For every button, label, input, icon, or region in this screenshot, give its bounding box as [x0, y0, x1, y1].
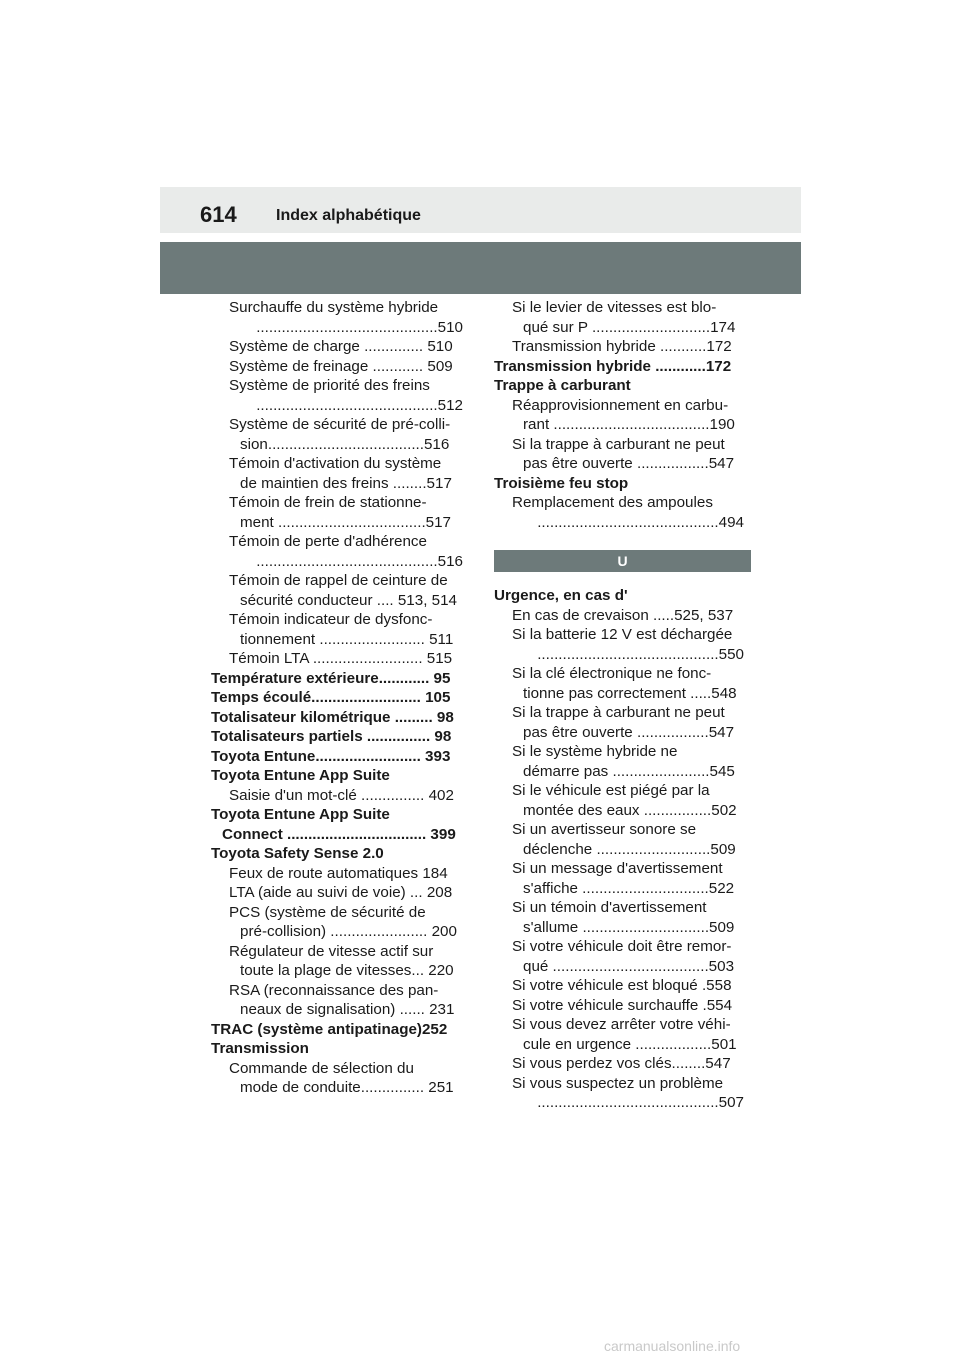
index-entry: pas être ouverte .................547	[523, 723, 735, 741]
index-entry: Témoin de rappel de ceinture de	[229, 572, 448, 589]
index-entry: Si le levier de vitesses est blo-	[512, 299, 717, 316]
index-entry: ...........................................507	[537, 1094, 744, 1111]
index-entry: toute la plage de vitesses... 220	[240, 962, 454, 979]
index-entry: Surchauffe du système hybride	[229, 299, 439, 316]
watermark: carmanualsonline.info	[604, 1338, 741, 1354]
index-entry: Si le système hybride ne	[512, 743, 678, 760]
index-entry: neaux de signalisation) ...... 231	[240, 1001, 455, 1018]
index-entry: Témoin LTA .......................... 515	[229, 650, 453, 667]
index-entry: Si la trappe à carburant ne peut	[512, 704, 725, 721]
index-entry: Saisie d'un mot-clé ............... 402	[229, 786, 454, 804]
index-entry: pas être ouverte .................547	[523, 455, 735, 472]
index-entry: Système de sécurité de pré-colli-	[229, 416, 451, 433]
index-entry: tionnement ......................... 511	[240, 630, 454, 648]
header-band	[160, 242, 801, 294]
page-title: Index alphabétique	[276, 207, 421, 224]
index-entry: Système de charge .............. 510	[229, 338, 453, 355]
index-heading: Transmission hybride ............172	[494, 357, 732, 375]
index-entry: En cas de crevaison .....525, 537	[512, 606, 734, 624]
index-entry: Si la clé électronique ne fonc-	[512, 665, 712, 682]
section-letter-header: U	[494, 550, 751, 572]
index-entry: qué .....................................503	[523, 957, 735, 975]
index-entry: rant .....................................190	[523, 416, 735, 433]
index-entry: Commande de sélection du	[229, 1059, 414, 1077]
index-heading: Toyota Entune......................... 393	[211, 747, 451, 765]
index-heading: Urgence, en cas d'	[494, 587, 628, 604]
index-entry: Si le véhicule est piégé par la	[512, 782, 710, 799]
index-entry: Témoin indicateur de dysfonc-	[229, 611, 433, 628]
index-entry: Témoin de perte d'adhérence	[229, 533, 427, 550]
index-heading: Connect ................................. 399	[222, 825, 456, 843]
index-entry: PCS (système de sécurité de	[229, 903, 426, 921]
index-entry: ...........................................510	[256, 318, 463, 336]
index-entry: Système de freinage ............ 509	[229, 357, 453, 375]
index-heading: Trappe à carburant	[494, 377, 631, 394]
index-entry: mode de conduite............... 251	[240, 1079, 454, 1096]
page-number: 614	[200, 202, 237, 227]
index-entry: ment ...................................517	[240, 513, 452, 531]
index-entry: Si vous devez arrêter votre véhi-	[512, 1016, 731, 1033]
index-entry: Si la trappe à carburant ne peut	[512, 435, 725, 453]
index-entry: Feux de route automatiques 184	[229, 864, 448, 882]
index-entry: déclenche ...........................509	[523, 840, 736, 858]
index-entry: Système de priorité des freins	[229, 377, 430, 394]
index-heading: TRAC (système antipatinage)252	[211, 1020, 448, 1038]
index-entry: LTA (aide au suivi de voie) ... 208	[229, 884, 453, 901]
index-entry: qué sur P ............................174	[523, 318, 736, 336]
index-entry: s'allume ..............................509	[523, 918, 735, 936]
index-entry: Témoin d'activation du système	[229, 455, 442, 472]
index-entry: Si vous suspectez un problème	[512, 1074, 724, 1092]
index-column-right	[494, 298, 744, 1113]
index-entry: pré-collision) ....................... 200	[240, 923, 457, 940]
index-heading: Totalisateurs partiels ............... 98	[211, 728, 452, 745]
index-column-left	[211, 298, 463, 1098]
index-entry: Si un message d'avertissement	[512, 860, 723, 877]
index-entry: Réapprovisionnement en carbu-	[512, 396, 729, 414]
index-heading: Troisième feu stop	[494, 474, 629, 492]
index-entry: ...........................................550	[537, 645, 744, 663]
index-entry: tionne pas correctement .....548	[523, 684, 737, 702]
index-entry: Transmission hybride ...........172	[512, 338, 732, 355]
index-heading: Temps écoulé.......................... 105	[211, 689, 451, 706]
index-heading: Transmission	[211, 1040, 309, 1057]
index-heading: Température extérieure............ 95	[211, 669, 451, 687]
index-entry: cule en urgence ..................501	[523, 1035, 737, 1053]
index-entry: ...........................................494	[537, 513, 744, 531]
index-entry: Si un témoin d'avertissement	[512, 899, 707, 916]
index-entry: s'affiche ..............................522	[523, 879, 735, 897]
index-entry: montée des eaux ................502	[523, 801, 737, 819]
index-entry: sion.....................................516	[240, 435, 450, 453]
index-heading: Toyota Safety Sense 2.0	[211, 845, 384, 862]
index-entry: de maintien des freins ........517	[240, 474, 452, 492]
index-entry: Si votre véhicule surchauffe .554	[512, 996, 733, 1014]
index-entry: Si un avertisseur sonore se	[512, 821, 697, 838]
index-entry: Si la batterie 12 V est déchargée	[512, 626, 733, 643]
index-entry: ...........................................512	[256, 396, 463, 414]
index-entry: Si vous perdez vos clés........547	[512, 1055, 731, 1072]
index-entry: démarre pas .......................545	[523, 762, 735, 780]
index-entry: Témoin de frein de stationne-	[229, 494, 427, 511]
index-entry: Si votre véhicule doit être remor-	[512, 938, 732, 955]
index-entry: ...........................................516	[256, 552, 463, 570]
index-entry: Régulateur de vitesse actif sur	[229, 942, 434, 960]
index-entry: Remplacement des ampoules	[512, 494, 713, 511]
index-heading: Toyota Entune App Suite	[211, 767, 390, 784]
index-heading: Totalisateur kilométrique ......... 98	[211, 708, 454, 726]
index-entry: Si votre véhicule est bloqué .558	[512, 977, 732, 994]
index-heading: Toyota Entune App Suite	[211, 806, 390, 823]
index-entry: sécurité conducteur .... 513, 514	[240, 591, 457, 609]
header-bar	[160, 187, 801, 233]
index-entry: RSA (reconnaissance des pan-	[229, 981, 439, 999]
